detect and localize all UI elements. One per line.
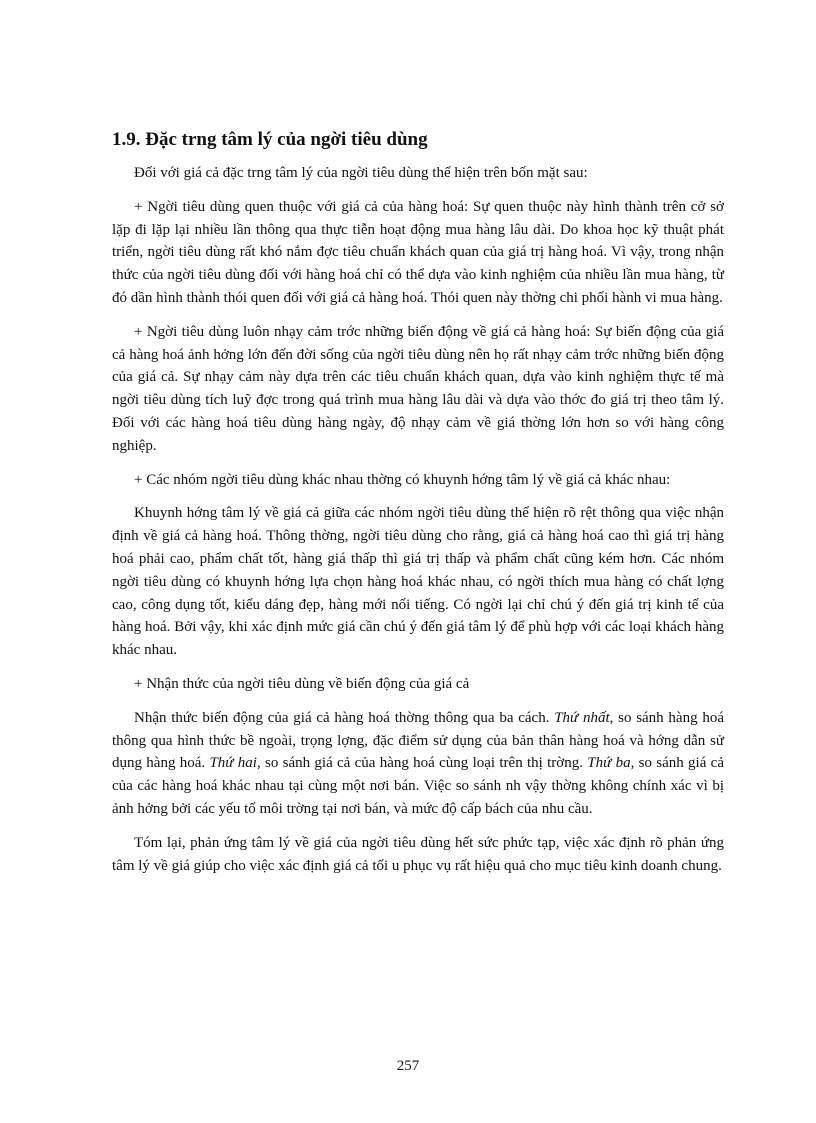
- paragraph: [112, 673, 724, 696]
- body-text: [112, 162, 724, 888]
- paragraph: [112, 707, 724, 821]
- paragraph-text: , so sánh giá cả của các hàng hoá khác nhau tại cùng một nơi bán. Việc so sánh nh vậy thờng không chính xác vì bị ảnh hởng bởi các yếu tố môi trờng tại nơi bán, và mức độ cấp bách của nhu cầu.: [112, 755, 724, 817]
- paragraph: [112, 469, 724, 492]
- paragraph-text: + Ngời tiêu dùng quen thuộc với giá cả của hàng hoá: Sự quen thuộc này hình thành trên cở sở lặp đi lặp lại nhiều lần thông qua thực tiễn hoạt động mua hàng lâu dài. Do khoa học kỹ thuật phát triển, ngời tiêu dùng rất khó nắm đợc tiêu chuẩn khách quan của giá trị hàng hoá. Vì vậy, trong nhận thức của ngời tiêu dùng đối với hàng hoá chỉ có thể dựa vào kinh nghiệm của nhiều lần mua hàng, từ đó dần hình thành thói quen đối với giá cả hàng hoá. Thói quen này thờng chi phối hành vi mua hàng.: [112, 198, 724, 306]
- paragraph-text: , so sánh giá cả của hàng hoá cùng loại trên thị trờng.: [256, 755, 588, 772]
- paragraph: [112, 321, 724, 458]
- paragraph-text: + Nhận thức của ngời tiêu dùng về biến động của giá cả: [134, 675, 470, 692]
- italic-phrase: Thứ nhất: [554, 709, 610, 726]
- paragraph: [112, 502, 724, 662]
- paragraph-text: + Các nhóm ngời tiêu dùng khác nhau thờng có khuynh hớng tâm lý về giá cả khác nhau:: [134, 471, 671, 488]
- paragraph-text: Đối với giá cả đặc trng tâm lý của ngời tiêu dùng thể hiện trên bốn mặt sau:: [134, 165, 588, 181]
- paragraph: [112, 196, 724, 310]
- paragraph-text: Khuynh hớng tâm lý về giá cả giữa các nhóm ngời tiêu dùng thể hiện rõ rệt thông qua việc nhận định về giá cả hàng hoá. Thông thờng, ngời tiêu dùng cho rằng, giá cả hàng hoá cao thì giá trị hàng hoá phải cao, phẩm chất tốt, hàng giá thấp thì giá trị thấp và phẩm chất cũng kém hơn. Các nhóm ngời tiêu dùng có khuynh hớng lựa chọn hàng hoá khác nhau, có ngời thích mua hàng có chất lợng cao, công dụng tốt, kiểu dáng đẹp, hàng mới nổi tiếng. Có ngời lại chỉ chú ý đến giá trị kinh tế của hàng hoá. Bởi vậy, khi xác định mức giá cần chú ý đến giá tâm lý để phù hợp với các loại khách hàng khác nhau.: [112, 505, 724, 659]
- paragraph-text: Tóm lại, phản ứng tâm lý về giá của ngời tiêu dùng hết sức phức tạp, việc xác định rõ phản ứng tâm lý về giá giúp cho việc xác định giá cả tối u phục vụ rất hiệu quả cho mục tiêu kinh doanh chung.: [112, 834, 724, 874]
- section-heading: 1.9. Đặc trng tâm lý của ngời tiêu dùng: [112, 129, 428, 150]
- paragraph-text: Nhận thức biến động của giá cả hàng hoá thờng thông qua ba cách.: [134, 709, 555, 726]
- italic-phrase: Thứ hai: [209, 755, 257, 772]
- page-number: 257: [396, 1058, 420, 1074]
- paragraph: [112, 832, 724, 878]
- paragraph: [112, 162, 724, 185]
- paragraph-text: , so sánh hàng hoá thông qua hình thức bề ngoài, trọng lợng, đặc điểm sử dụng của bản thân hàng hoá và hớng dẫn sử dụng hàng hoá.: [112, 709, 724, 772]
- italic-phrase: Thứ ba: [587, 755, 631, 772]
- paragraph-text: + Ngời tiêu dùng luôn nhạy cảm trớc những biến động về giá cả hàng hoá: Sự biến động của giá cả hàng hoá ảnh hởng lớn đến đời sống của ngời tiêu dùng nên họ rất nhạy cảm trớc những biến động của giá cả. Sự nhạy cảm này dựa trên các tiêu chuẩn khách quan, dựa vào kinh nghiệm thực tế mà ngời tiêu dùng tích luỹ đợc trong quá trình mua hàng lâu dài và dựa vào thớc đo giá trị theo tâm lý. Đối với các hàng hoá tiêu dùng hàng ngày, độ nhạy cảm về giá thờng lớn hơn so với hàng công nghiệp.: [112, 323, 724, 454]
